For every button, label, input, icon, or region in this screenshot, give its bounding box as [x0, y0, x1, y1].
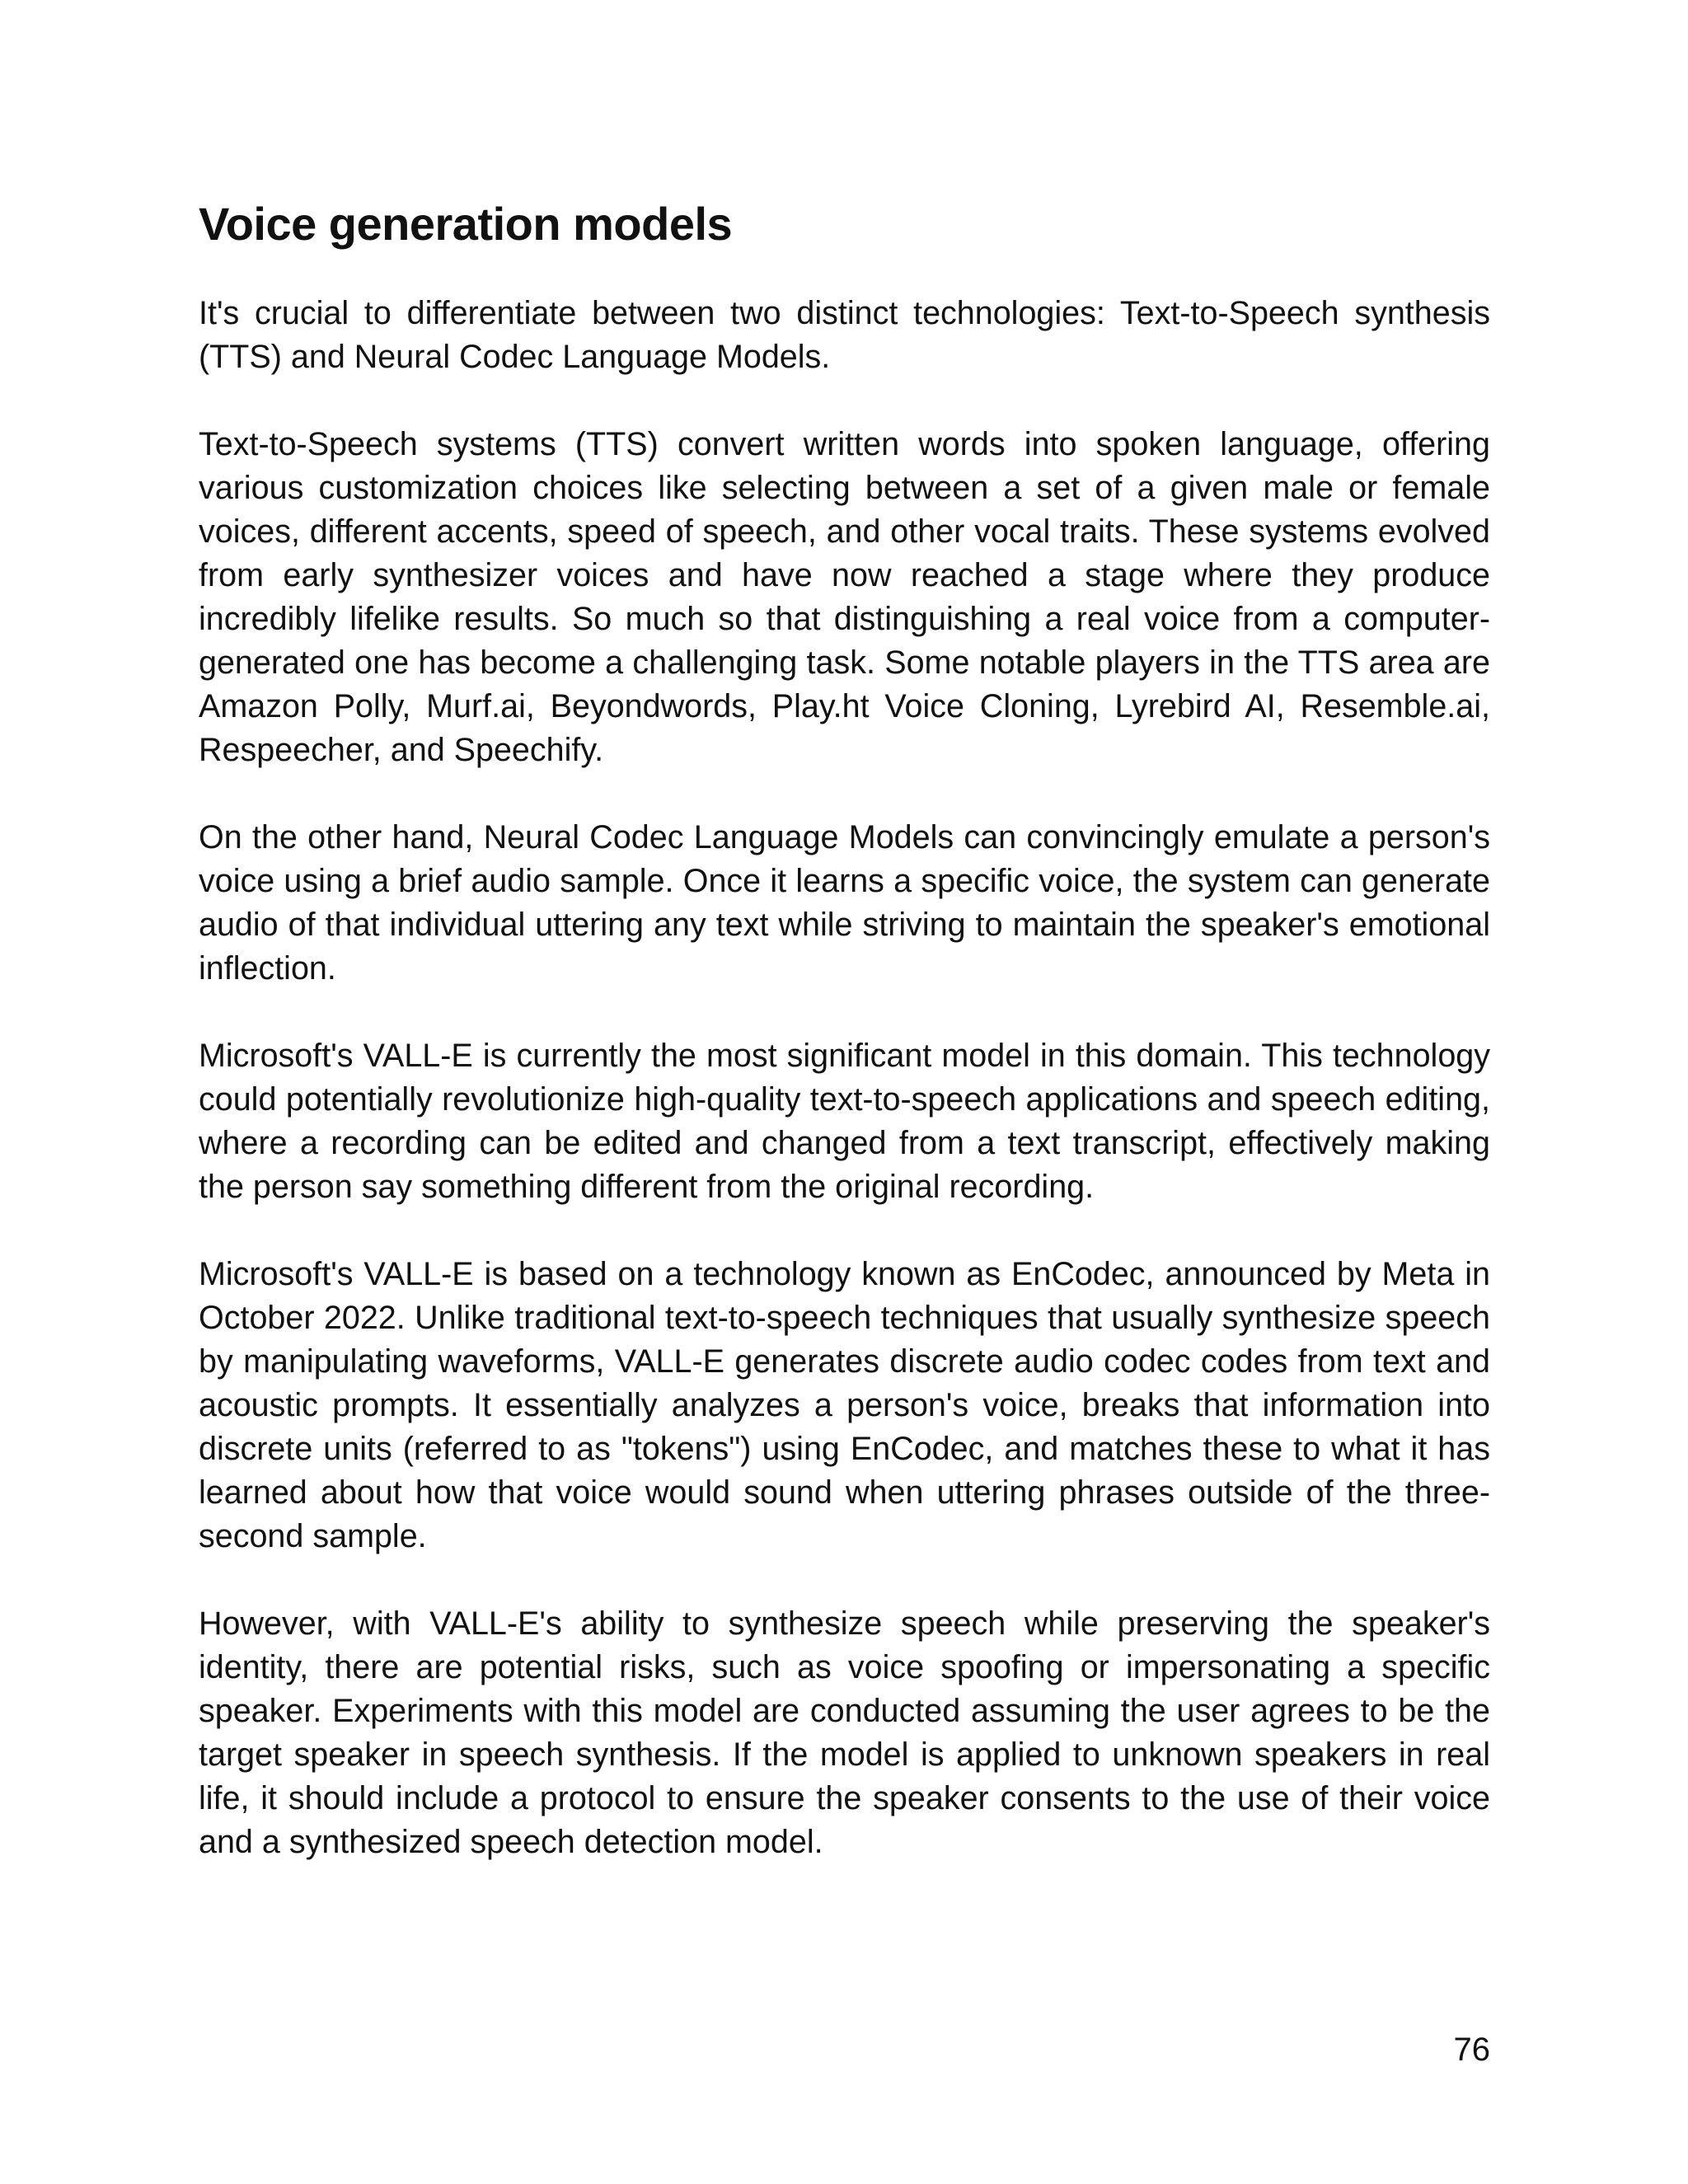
page-number: 76 [1453, 2032, 1490, 2068]
section-title: Voice generation models [199, 198, 733, 250]
paragraph-tts-systems: Text-to-Speech systems (TTS) convert written words into spoken language, offering various customization choices like selecting between a set of a given male or female voices, different accents, speed of speech, and other vocal traits. These systems evolved from early synthesizer voices and have now reached a stage where they produce incredibly lifelike results. So much so that distinguishing a real voice from a computer-generated one has become a challenging task. Some notable players in the TTS area are Amazon Polly, Murf.ai, Beyondwords, Play.ht Voice Cloning, Lyrebird AI, Resemble.ai, Respeecher, and Speechify. [199, 426, 1490, 768]
paragraph-neural-codec-models: On the other hand, Neural Codec Language Models can convincingly emulate a person's voice using a brief audio sample. Once it learns a specific voice, the system can generate audio of that individual uttering any text while striving to maintain the speaker's emotional inflection. [199, 819, 1490, 987]
paragraph-tts-vs-codec-intro: It's crucial to differentiate between two distinct technologies: Text-to-Speech synthesis (TTS) and Neural Codec Language Models. [199, 295, 1490, 375]
paragraph-vall-e-encodec: Microsoft's VALL-E is based on a technology known as EnCodec, announced by Meta in October 2022. Unlike traditional text-to-speech techniques that usually synthesize speech by manipulating waveforms, VALL-E generates discrete audio codec codes from text and acoustic prompts. It essentially analyzes a person's voice, breaks that information into discrete units (referred to as "tokens") using EnCodec, and matches these to what it has learned about how that voice would sound when uttering phrases outside of the three-second sample. [199, 1256, 1490, 1554]
paragraph-vall-e-significance: Microsoft's VALL-E is currently the most significant model in this domain. This technology could potentially revolutionize high-quality text-to-speech applications and speech editing, where a recording can be edited and changed from a text transcript, effectively making the person say something different from the original recording. [199, 1038, 1490, 1205]
document-page [199, 196, 1490, 1908]
paragraph-vall-e-risks: However, with VALL-E's ability to synthesize speech while preserving the speaker's identity, there are potential risks, such as voice spoofing or impersonating a specific speaker. Experiments with this model are conducted assuming the user agrees to be the target speaker in speech synthesis. If the model is applied to unknown speakers in real life, it should include a protocol to ensure the speaker consents to the use of their voice and a synthesized speech detection model. [199, 1605, 1490, 1860]
